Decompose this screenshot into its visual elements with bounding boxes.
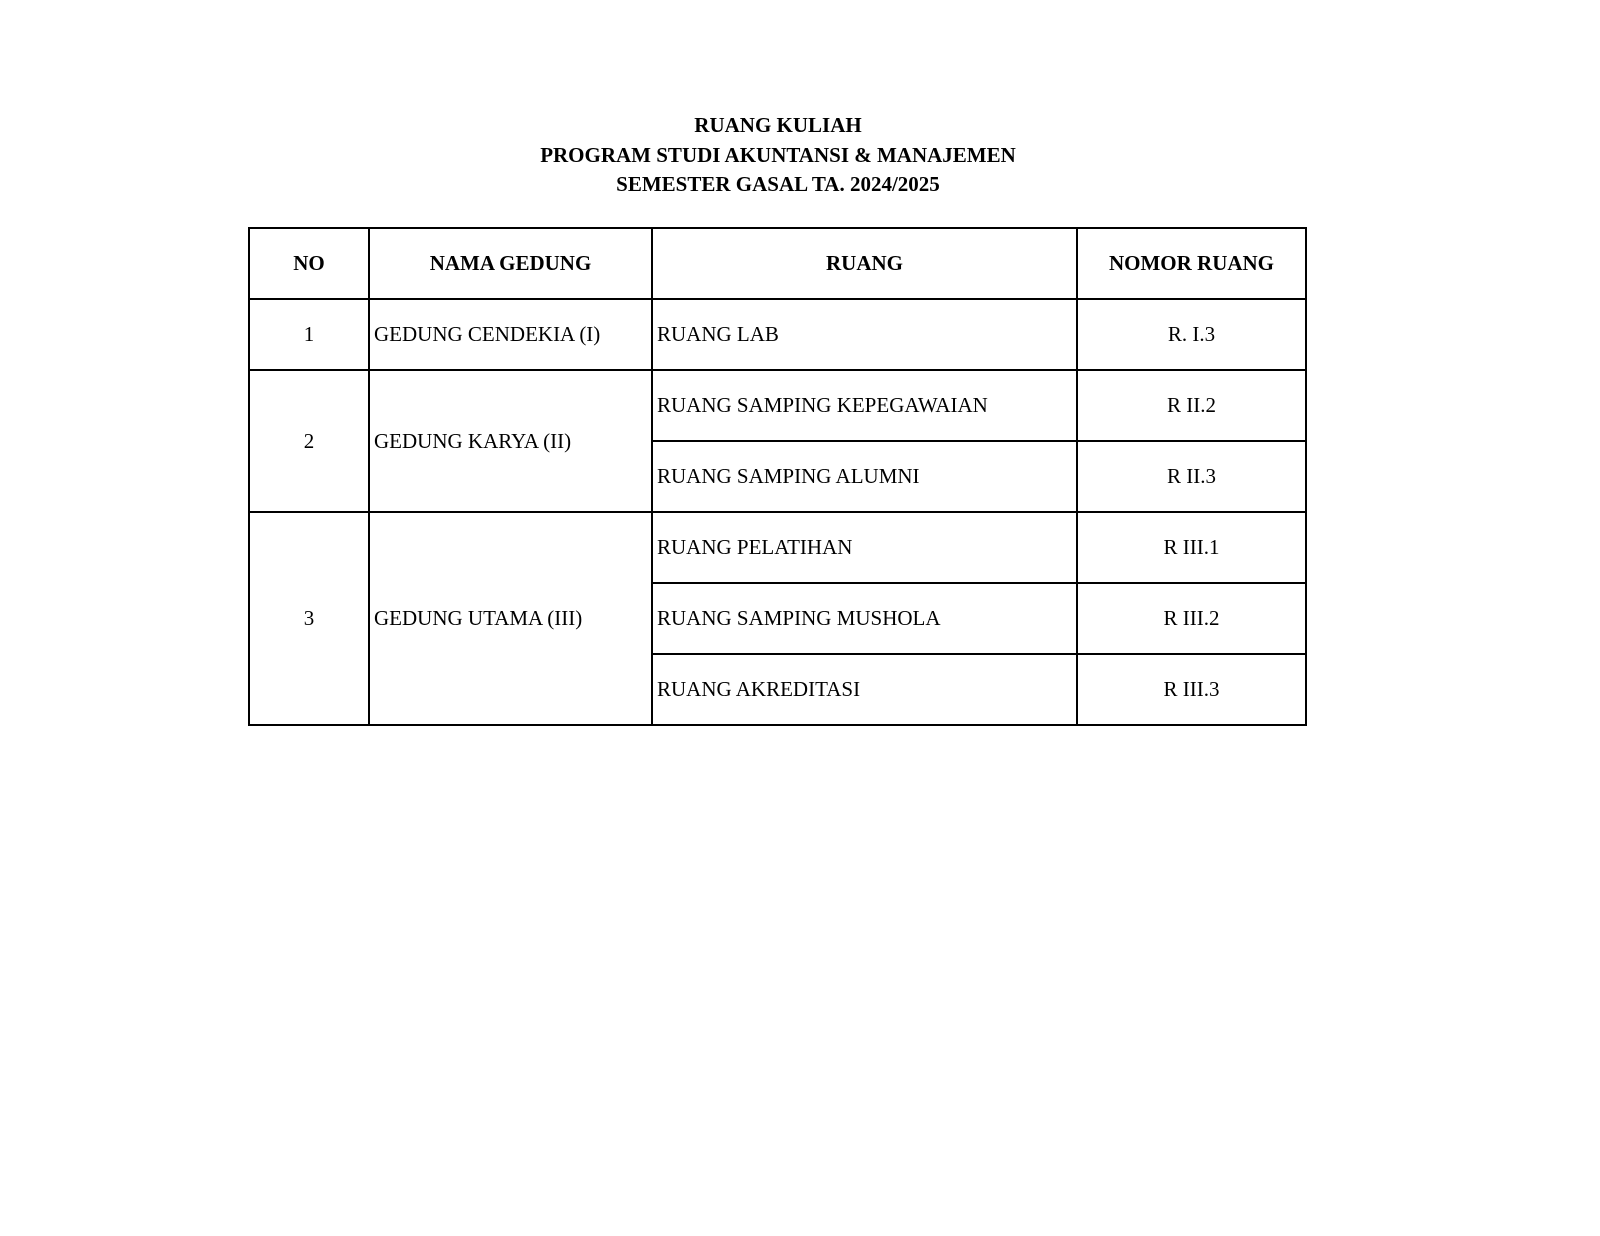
column-header-no: NO [249, 228, 369, 299]
building-name: GEDUNG KARYA (II) [369, 370, 652, 512]
building-number: 1 [249, 299, 369, 370]
column-header-nomor-ruang: NOMOR RUANG [1077, 228, 1306, 299]
room-name: RUANG SAMPING KEPEGAWAIAN [652, 370, 1077, 441]
building-name: GEDUNG UTAMA (III) [369, 512, 652, 725]
column-header-nama-gedung: NAMA GEDUNG [369, 228, 652, 299]
table-header-row [249, 228, 1306, 299]
room-number: R II.2 [1077, 370, 1306, 441]
room-name: RUANG PELATIHAN [652, 512, 1077, 583]
room-number: R. I.3 [1077, 299, 1306, 370]
room-table [248, 227, 1307, 726]
room-name: RUANG SAMPING MUSHOLA [652, 583, 1077, 654]
room-number: R III.3 [1077, 654, 1306, 725]
room-number: R III.2 [1077, 583, 1306, 654]
table-row [249, 512, 1306, 583]
document-header [0, 111, 1556, 200]
room-name: RUANG SAMPING ALUMNI [652, 441, 1077, 512]
header-title: RUANG KULIAH [694, 113, 862, 137]
building-number: 3 [249, 512, 369, 725]
header-semester: SEMESTER GASAL TA. 2024/2025 [616, 172, 940, 196]
building-number: 2 [249, 370, 369, 512]
room-number: R II.3 [1077, 441, 1306, 512]
header-program: PROGRAM STUDI AKUNTANSI & MANAJEMEN [540, 142, 1016, 167]
room-name: RUANG LAB [652, 299, 1077, 370]
room-number: R III.1 [1077, 512, 1306, 583]
table-row [249, 370, 1306, 441]
room-name: RUANG AKREDITASI [652, 654, 1077, 725]
column-header-ruang: RUANG [652, 228, 1077, 299]
table-row [249, 299, 1306, 370]
building-name: GEDUNG CENDEKIA (I) [369, 299, 652, 370]
